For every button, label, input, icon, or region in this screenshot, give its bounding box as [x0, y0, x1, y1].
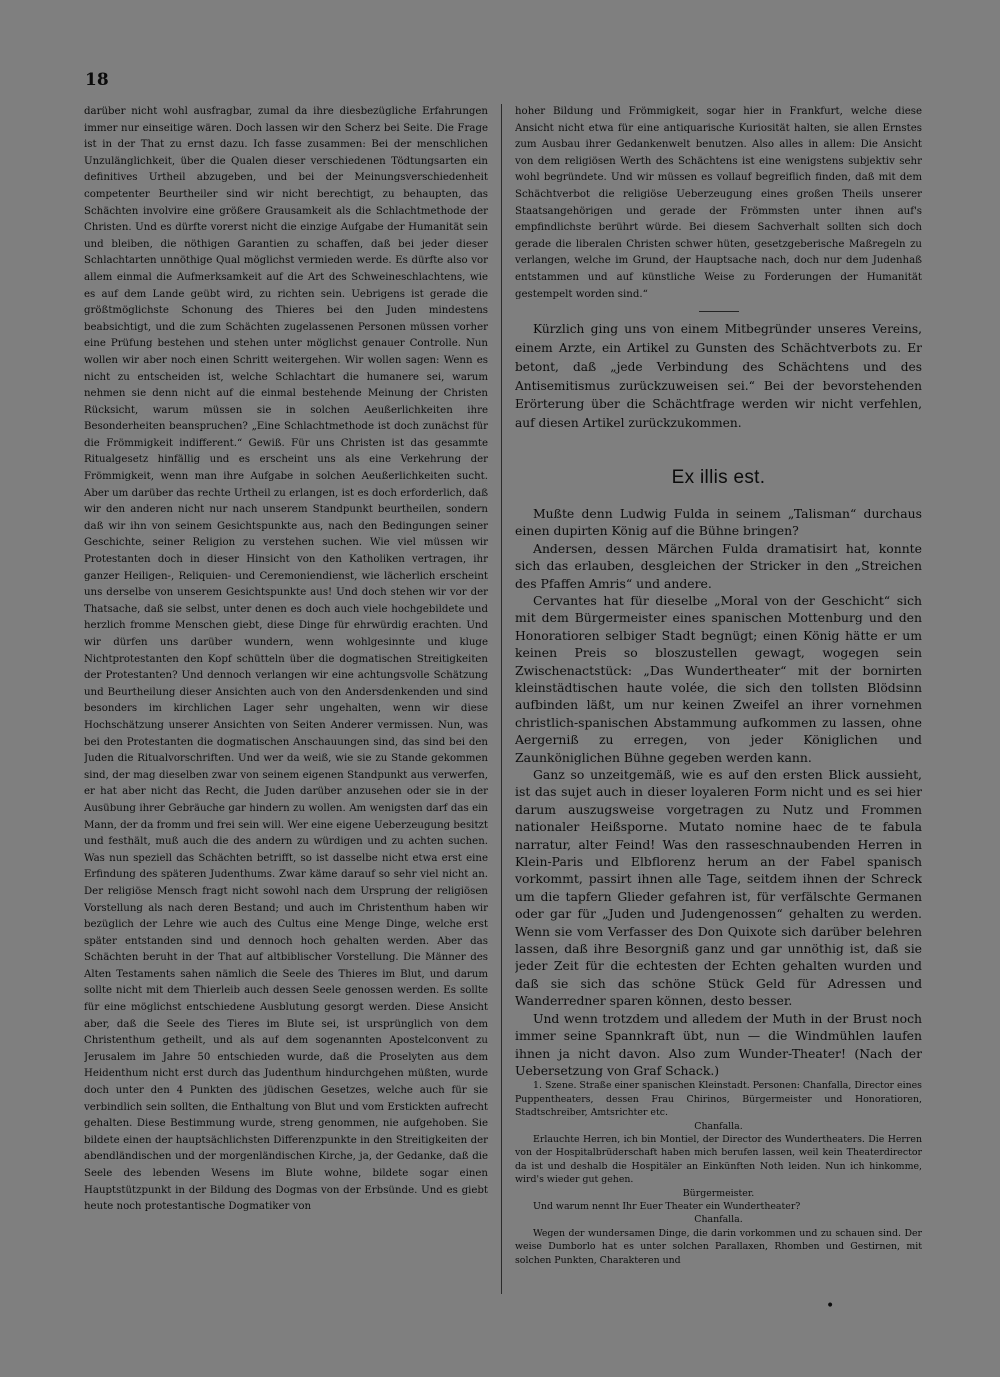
article-heading: Ex illis est. — [671, 466, 766, 488]
speaker-name: Chanfalla. — [694, 1214, 743, 1226]
page-number: 18 — [85, 70, 109, 90]
article-paragraph: Andersen, dessen Märchen Fulda dramatisirt hat, konnte sich das erlauben, desgleichen der Stricker in den „Streichen des Pfaffen Amris“ und andere. — [515, 540, 922, 591]
scene-description: 1. Szene. Straße einer spanischen Kleinstadt. Personen: Chanfalla, Director eines Puppentheaters, dessen Frau Chirinos, Bürgermeister und Honoratioren, Stadtschreiber, Amtsrichter etc. — [515, 1080, 922, 1119]
article-paragraph: Cervantes hat für dieselbe „Moral von der Geschicht“ sich mit dem Bürgermeister eines spanischen Mottenburg und den Honoratioren selbiger Stadt begnügt; einen König hätte er um keinen Preis so bloszustellen gewagt, wogegen sein Zwischenactstück: „Das Wundertheater“ mit der bornirten kleinstädtischen haute volée, die sich den tollsten Blödsinn aufbinden läßt, um nur keinen Zweifel an ihrer vornehmen christlich-spanischen Abstammung aufkommen zu lassen, ohne Aergerniß zu erregen, von jeder Königlichen und Zaunköniglichen Bühne gegeben werden kann. — [515, 592, 922, 765]
separator-rule — [699, 311, 739, 312]
dialogue-line: Erlauchte Herren, ich bin Montiel, der Director des Wundertheaters. Die Herren von der Hospitalbrüderschaft haben mich berufen lassen, weil kein Theaterdirector da ist und deshalb die Hospitäler an Einkünften Noth leiden. Nun ich hinkomme, wird's wieder gut gehen. — [515, 1133, 922, 1186]
speaker-name: Bürgermeister. — [682, 1187, 755, 1199]
dialogue-line: Und warum nennt Ihr Euer Theater ein Wundertheater? — [533, 1200, 801, 1212]
right-column — [515, 104, 922, 1294]
article-paragraph: Und wenn trotzdem und alledem der Muth in der Brust noch immer seine Spannkraft übt, nun — die Windmühlen laufen ihnen ja nicht davon. Also zum Wunder-Theater! (Nach der Uebersetzung von Graf Schack.) — [515, 1010, 922, 1078]
article-paragraph: Mußte denn Ludwig Fulda in seinem „Talisman“ durchaus einen dupirten König auf die Bühne bringen? — [515, 505, 922, 539]
article-paragraph: Ganz so unzeitgemäß, wie es auf den ersten Blick aussieht, ist das sujet auch in dieser loyaleren Form nicht und es sei hier darum auszugsweise vorgetragen zu Nutz und Frommen nationaler Heißsporne. Mutato nomine haec de te fabula narratur, alter Feind! Was den rasseschnaubenden Herren in Klein-Paris und Elbflorenz herum an der Fabel spanisch vorkommt, passirt ihnen alle Tage, seitdem ihnen der Schreck um die tapfern Glieder gefahren ist, für verfälschte Germanen oder gar für „Juden und Judengenossen“ gehalten zu werden. Wenn sie vom Verfasser des Don Quixote sich darüber belehren lassen, daß ihre Besorgniß ganz und gar unnöthig ist, daß sie jeder Zeit für die echtesten der Echten gehalten wurden und daß sie sich das schöne Stück Geld für Adressen und Wanderredner sparen können, desto besser. — [515, 767, 922, 1009]
editorial-notice: Kürzlich ging uns von einem Mitbegründer unseres Vereins, einem Arzte, ein Artikel zu Gunsten des Schächtverbots zu. Er betont, daß „jede Verbindung des Schächtens und des Antisemitismus zurückzuweisen sei.“ Bei der bevorstehenden Erörterung über die Schächtfrage werden wir nicht verfehlen, auf diesen Artikel zurückzukommen. — [515, 322, 922, 431]
left-column — [84, 104, 488, 1294]
left-column-text: darüber nicht wohl ausfragbar, zumal da ihre diesbezügliche Erfahrungen immer nur einseitige wären. Doch lassen wir den Scherz bei Seite. Die Frage ist in der That zu ernst dazu. Ich fasse zusammen: Bei der menschlichen Unzulänglichkeit, über die Qualen dieser verschiedenen Tödtungsarten ein definitives Urtheil abzugeben, und bei der Meinungsverschiedenheit competenter Beurtheiler sind wir nicht berechtigt, zu behaupten, das Schächten involvire eine größere Grausamkeit als die Schlachtmethode der Christen. Und es dürfte vorerst nicht die einzige Aufgabe der Humanität sein und bleiben, die nöthigen Garantien zu schaffen, daß bei jeder dieser Schlachtarten unnöthige Qual möglichst vermieden werde. Es dürfte also vor allem einmal die Aufmerksamkeit auf die Art des Schweineschlachtens, wie es auf dem Lande geübt wird, zu richten sein. Uebrigens ist gerade die größtmöglichste Schonung des Thieres bei den Juden mindestens beabsichtigt, und die zum Schächten zugelassenen Personen müssen vorher eine Prüfung bestehen und stehen unter möglichst genauer Controlle. Nun wollen wir aber noch einen Schritt weitergehen. Wir wollen sagen: Wenn es nicht zu entscheiden ist, welche Schlachtart die humanere sei, warum nehmen sie denn nicht auf die einmal bestehende Meinung der Christen Rücksicht, warum müssen sie in solchen Aeußerlichkeiten ihre Besonderheiten beanspruchen? „Eine Schlachtmethode ist doch zunächst für die Frömmigkeit indifferent.“ Gewiß. Für uns Christen ist das gesammte Ritualgesetz hinfällig und es erscheint uns als eine Verkehrung der Frömmigkeit, wenn man ihre Aufgabe in solchen Aeußerlichkeiten sucht. Aber um darüber das rechte Urtheil zu erlangen, ist es doch erforderlich, daß wir den anderen nicht nur nach unserem Standpunkt beurtheilen, sondern daß wir ihn von seinem Gesichtspunkte aus, nach den Bedingungen seiner Geschichte, seiner Religion zu verstehen suchen. Wie viel müssen wir Protestanten doch in dieser Hinsicht von den Katholiken vertragen, ihr ganzer Heiligen-, Reliquien- und Ceremoniendienst, wie lächerlich erscheint uns derselbe von unserem Gesichtspunkte aus! Und doch stehen wir vor der Thatsache, daß sie selbst, unter denen es doch auch viele hochgebildete und herzlich fromme Menschen giebt, diese Dinge für ehrwürdig erachten. Und wir dürfen uns darüber wundern, wenn wohlgesinnte und kluge Nichtprotestanten den Kopf schütteln über die dogmatischen Streitigkeiten der Protestanten? Und dennoch verlangen wir eine achtungsvolle Schätzung und Beurtheilung dieser Ansichten auch von den Andersdenkenden und sind besonders im kirchlichen Lager sehr ungehalten, wenn wir diese Hochschätzung unserer Ansichten von Seiten Anderer vermissen. Nun, was bei den Protestanten die dogmatischen Anschauungen sind, das sind bei den Juden die Ritualvorschriften. Und wer da weiß, wie sie zu Stande gekommen sind, der mag dieselben zwar von seinem eigenen Standpunkt aus verwerfen, er hat aber nicht das Recht, die Juden darüber anzusehen oder sie in der Ausübung ihrer Gebräuche gar hindern zu wollen. Am wenigsten darf das ein Mann, der da fromm und frei sein will. Wer eine eigene Ueberzeugung besitzt und festhält, muß auch die des andern zu würdigen und zu achten suchen. Was nun speziell das Schächten betrifft, so ist dasselbe nicht etwa erst eine Erfindung des späteren Judenthums. Zwar käme darauf so sehr viel nicht an. Der religiöse Mensch fragt nicht sowohl nach dem Ursprung der religiösen Vorstellung als nach deren Bestand; und auch im Christenthum haben wir bezüglich der Lehre wie auch des Cultus eine Menge Dinge, welche erst später entstanden sind und dennoch hoch gehalten werden. Aber das Schächten beruht in der That auf altbiblischer Vorstellung. Die Männer des Alten Testaments sahen nämlich die Seele des Thieres im Blut, und darum sollte nicht mit dem Thierleib auch dessen Seele genossen werden. Es sollte für eine möglichst entschiedene Ausblutung gesorgt werden. Diese Ansicht aber, daß die Seele des Tieres im Blute sei, ist ursprünglich von dem Christenthum getheilt, und als auf dem sogenannten Apostelconvent zu Jerusalem im Jahre 50 entschieden wurde, daß die Proselyten aus dem Heidenthum nicht erst durch das Judenthum hindurchgehen müßten, wurde doch unter den 4 Punkten des jüdischen Gesetzes, welche auch für sie verbindlich sein sollten, die Enthaltung von Blut und vom Erstickten aufrecht gehalten. Diese Bestimmung wurde, streng genommen, nie aufgehoben. Sie bildete einen der hauptsächlichsten Differenzpunkte in den Streitigkeiten der abendländischen und der morgenländischen Kirche, ja, der Gedanke, daß die Seele des lebenden Wesens im Blute wohne, bildete sogar einen Hauptstützpunkt in der Bildung des Dogmas von der Erbsünde. Und es giebt heute noch protestantische Dogmatiker von — [84, 106, 488, 1213]
dialogue-line: Wegen der wundersamen Dinge, die darin vorkommen und zu schauen sind. Der weise Dumborlo hat es unter solchen Parallaxen, Rhomben und Gestirnen, mit solchen Punkten, Charakteren und — [515, 1227, 922, 1266]
ink-dot: • — [826, 1298, 835, 1314]
article-continuation: hoher Bildung und Frömmigkeit, sogar hier in Frankfurt, welche diese Ansicht nicht etwa für eine antiquarische Kuriosität halten, sie allen Ernstes zum Ausbau ihrer Gedankenwelt benutzen. Also alles in allem: Die Ansicht von dem religiösen Werth des Schächtens ist eine wenigstens subjektiv sehr wohl begründete. Und wir müssen es vollauf begreiflich finden, daß mit dem Schächtverbot die religiöse Ueberzeugung eines großen Theils unserer Staatsangehörigen und gerade der Frömmsten unter ihnen auf's empfindlichste berührt würde. Bei diesem Sachverhalt sollten sich doch gerade die liberalen Christen schwer hüten, gesetzgeberische Maßregeln zu verlangen, welche im Grund, der Hauptsache nach, doch nur dem Judenhaß entstammen und auf künstliche Weise zu Forderungen der Humanität gestempelt worden sind.“ — [515, 106, 922, 300]
column-divider — [501, 104, 502, 1294]
speaker-name: Chanfalla. — [694, 1120, 743, 1132]
